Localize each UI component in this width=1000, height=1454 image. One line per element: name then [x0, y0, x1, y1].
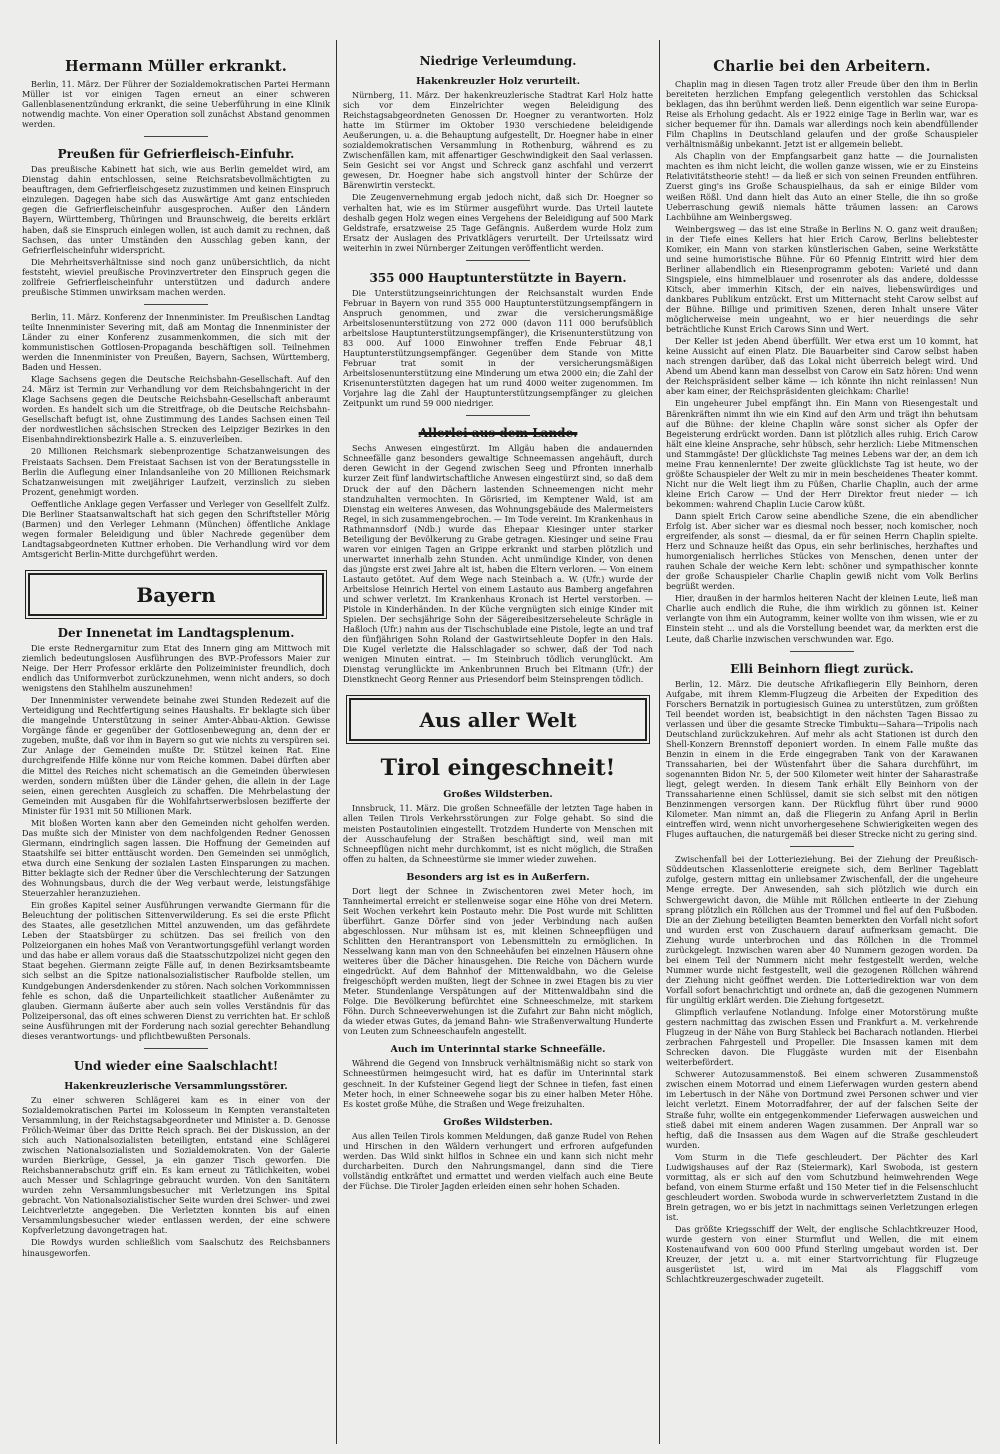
separator: [144, 136, 208, 137]
headline-allerlei: Allerlei aus dem Lande.: [418, 426, 578, 441]
article-charlie-6: Dann spielt Erich Carow seine abendliche Szene, die ein abendlicher Erfolg ist. Aber sicher war es diesmal noch besser, noch komischer, noch ergreifender, als sonst — diesmal, da er für seinen Herrn Chaplin spielte. Herz und Schnauze heißt das Opus, ein sehr berlinisches, herzhaftes und humorgenialisch herrliches Stückes von Menschen, denen unter der rauhen Schale der weiche Kern lebt: schöner und sympathischer konnte der große Schauspieler Charlie Chaplin gewiß nicht vom Volk Berlins begrüßt werden.: [666, 510, 978, 592]
article-lotterie: Zwischenfall bei der Lotterieziehung. Bei der Ziehung der Preußisch-Süddeutschen Klassenlotterie ereignete sich, dem Berliner Tageblatt zufolge, gestern mittag ein unliebsamer Zwischenfall, der die ungeheure Menge erregte. Der Anwesenden, sah sich plötzlich wie durch ein Schwergewicht davon, die Mühle mit Röllchen entleerte in der Ziehung sprang plötzlich ein Röllchen aus der Trommel und fiel auf den Fußboden. Die an der Ziehung beteiligten Beamten bemerkten den Vorfall nicht sofort und wurden erst von Zuschauern darauf aufmerksam gemacht. Die Ziehung wurde unterbrochen und das Röllchen in die Trommel zurückgelegt. Inzwischen waren aber 40 Nummern gezogen worden. Da bei einem Teil der Nummern nicht mehr festgestellt werden, welche Nummer wurde nicht festgestellt, weil die gezogenen Röllchen während der Ziehung nicht geöffnet werden. Die Lotteriedirektion war von dem Vorfall sofort benachrichtigt und ordnete an, daß die gezogenen Nummern für ungültig erklärt werden. Die Ziehung fortgesetzt.: [666, 854, 978, 1005]
article-innenetat-4: Ein großes Kapitel seiner Ausführungen verwandte Giermann für die Beleuchtung der politischen Sittenverwilderung. Es sei die erste Pflicht des Staates, alle gesetzlichen Mittel anzuwenden, um das gefährdete Leben der Staatsbürger zu schützen. Das sei freilich von den Polizeiorganen ein hohes Maß von Verantwortungsgefühl verlangt worden und das habe er allem voraus daß die Staatsschutzpolizei nicht gegen den Staat begehen. Giermann zeigte Fälle auf, in denen Bezirksamtsbeamte sich selbst an die Spitze nationalsozialistischer Raufbolde stellen, um Kundgebungen Andersdenkender zu stören. Nach solchen Vorkommnissen fehle es schon, daß die Unparteilichkeit staatlicher Außenämter zu glauben. Giermann äußerte aber auch sein volles Verständnis für das Polizeipersonal, das oft eines schweren Dienst zu verrichten hat. Er schloß seine Ausführungen mit der Forderung nach sozial gerechter Behandlung dieses verantwortungs- und pflichtbewußten Personals.: [22, 900, 330, 1041]
separator: [466, 260, 530, 261]
article-charlie-4: Der Keller ist jeden Abend überfüllt. Wer etwa erst um 10 kommt, hat keine Aussicht auf einen Platz. Die Bauarbeiter sind Carow selbst haben nach strengen darüber, daß das Lokal nicht überreich belegt wird. Und Abend um Abend kann man desselbst von Carow ein Satz hören: Und wenn der Reichspräsident selber käme — ich könnte ihn nicht reinlassen! Nun aber kam einer, der Reichspräsidenten gleichkam: Charlie!: [666, 336, 978, 397]
section-header-bayern: Bayern: [28, 573, 324, 616]
article-tirol: Innsbruck, 11. März. Die großen Schneefälle der letzten Tage haben in allen Teilen Tirols Verkehrsstörungen zur Folge gehabt. So sind die meisten Postautolinien eingestellt. Trotzdem Hunderte von Menschen mit der Ausschaufelung der Straßen beschäftigt sind, weil man mit Schneepflügen nicht mehr durchkommt, ist es nicht möglich, die Straßen offen zu halten, da Schneestürme sie immer wieder zuwehen.: [343, 803, 653, 864]
article-beinhorn: Berlin, 12. März. Die deutsche Afrikafliegerin Elly Beinhorn, deren Aufgabe, mit ihrem Klemm-Flugzeug die Arbeiten der Expedition des Forschers Bernatzik in portugiesisch Guinea zu unterstützen, zum größten Teil beendet worden ist, beabsichtigt in den nächsten Tagen Bissao zu verlassen und über die gesamte Strecke Timbuktu—Sahara—Tripolis nach Deutschland zurückzukehren. Auf mehr als acht Stationen ist durch den Shell-Konzern Brennstoff deponiert worden. In einem Falle mußte das Benzin in einem in die Erde eingegraben Tank von der Karawanen Transsaharien, bei der Wüstenfahrt über die Sahara durchführt, im sogenannten Bidon Nr. 5, der 500 Kilometer weit hinter der Saharastraße liegt, gelegt werden. In diesem Tank erhält Elly Beinhorn von der Transsaharienne einen Schlüssel, damit sie sich selbst mit den nötigen Benzinmengen versorgen kann. Der Rückflug führt über rund 9000 Kilometer. Man nimmt an, daß die Fliegerin zu Anfang April in Berlin eintreffen wird, wenn nicht unvorhergesehene Schwierigkeiten wegen des Fluges auftauchen, die naturgemäß bei dieser Strecke nicht zu gering sind.: [666, 678, 978, 840]
column-right: [666, 44, 978, 1446]
article-mueller: Berlin, 11. März. Der Führer der Sozialdemokratischen Partei Hermann Müller ist vor einigen Tagen erneut an einer schweren Gallenblasenentzündung erkrankt, die seine Ueberführung in eine Klinik notwendig machte. Von einer Operation soll zunächst Abstand genommen werden.: [22, 79, 330, 130]
article-anklage: Oeffentliche Anklage gegen Verfasser und Verleger von Gesellfelt Zulfz. Die Berliner Staatsanwaltschaft hat sich gegen den Schriftsteller Mörig (Barmen) und den Verleger Lehmann (München) öffentliche Anklage wegen formaler Beleidigung und übler Nachrede gegenüber dem Landtagsabgeordneten Kuttner erhoben. Die Verhandlung wird vor dem Amtsgericht Berlin-Mitte durchgeführt werden.: [22, 498, 330, 559]
article-allerlei: Sechs Anwesen eingestürzt. Im Allgäu haben die andauernden Schneefälle ganz besonders gewaltige Schneemassen angehäuft, durch deren Gewicht in der Gegend zwischen Seeg und Pfronten innerhalb kurzer Zeit fünf landwirtschaftliche Anwesen eingestürzt sind, so daß dem Druck der auf den Dächern lastenden Schneemengen nicht mehr standzuhalten vermochten. In Görisried, im Kemptener Wald, ist am Dienstag ein weiteres Anwesen, das Wohnungsgebäude des Malermeisters Regel, in sich zusammengebrochen. — Im Tode vereint. Im Krankenhaus in Rathmannsdorf (Ndb.) wurde das Ehepaar Kiesinger unter starker Beteiligung der Bevölkerung zu Grabe getragen. Kiesinger und seine Frau waren vor einigen Tagen an Grippe erkrankt und starben plötzlich und unerwartet innerhalb zehn Stunden. Acht unmündige Kinder, von denen das jüngste erst zwei Jahre alt ist, haben die Eltern verloren. — Von einem Lastauto getötet. Auf dem Wege nach Steinbach a. W. (Ufr.) wurde der Arbeitslose Heinrich Hertel von einem Lastauto aus Bamberg angefahren und schwer verletzt. Im Krankenhaus Kronach ist Hertel verstorben. — Pistole in Kinderhänden. In der Küche vergnügten sich einige Kinder mit Spielen. Der sechsjährige Sohn der Sägereibesitzerseheleute Schrägle in Haßloch (Ufr.) nahm aus der Tischschublade eine Pistole, legte an und traf den fünfjährigen Sohn Roland der Gastwirtsehleute Dopfer in den Hals. Die Kugel verletzte die Halsschlagader so schwer, daß der Tod nach wenigen Minuten eintrat. — Im Steinbruch tödlich verunglückt. Am Dienstag verunglückte im Ankenbrunnen Bruch bei Eltmann (Ufr.) der Dienstknecht Georg Renner aus Priesendorf beim Steinsprengen tödlich.: [343, 443, 653, 685]
article-klage: Klage Sachsens gegen die Deutsche Reichsbahn-Gesellschaft. Auf den 24. März ist Termin zur Verhandlung vor dem Reichsbahngericht in der Klage Sachsens gegen die Deutsche Reichsbahn-Gesellschaft anberaumt worden. Es handelt sich um die Streitfrage, ob die Deutsche Reichsbahn-Gesellschaft befugt ist, ohne Zustimmung des Landes Sachsen einen Teil der nordwestlichen sächsischen Strecken des Leipziger Bezirkes in den Eisenbahndirektionsbezirk Halle a. S. einzuverleiben.: [22, 374, 330, 445]
headline-beinhorn: Elli Beinhorn fliegt zurück.: [730, 661, 914, 676]
article-verleumdung-2: Die Zeugenvernehmung ergab jedoch nicht, daß sich Dr. Hoegner so verhalten hat, wie es im Stürmer ausgeführt wurde. Das Urteil lautete deshalb gegen Holz wegen eines Vergehens der Beleidigung auf 500 Mark Geldstrafe, ersatzweise 25 Tage Gefängnis. Außerdem wurde Holz zum Ersatz der Auslagen des Privatklägers verurteilt. Der Urteilssatz wird weiterhin in zwei Nürnberger Zeitungen veröffentlicht werden.: [343, 192, 653, 253]
headline-wildsterben: Großes Wildsterben.: [443, 1116, 553, 1128]
article-innenminister: Berlin, 11. März. Konferenz der Innenminister. Im Preußischen Landtag teilte Innenminister Severing mit, daß am Montag die Innenminister der Länder zu einer Konferenz zusammenkommen, die sich mit der kommunistischen Gottlosen-Propaganda beschäftigen soll. Teilnehmen werden die Innenminister von Preußen, Bayern, Sachsen, Württemberg, Baden und Hessen.: [22, 311, 330, 373]
article-sturm: Vom Sturm in die Tiefe geschleudert. Der Pächter des Karl Ludwigshauses auf der Raz (Steiermark), Karl Swoboda, ist gestern vormittag, als er sich auf den vom Schutzbund heimwehrenden Wege befand, von einem Sturme erfaßt und 150 Meter tief in die Felsenschlucht geschleudert worden. Swoboda wurde in schwerverletztem Zustand in die Brein getragen, wo er bis jetzt in nachmittags seinen Verletzungen erlegen ist.: [666, 1151, 978, 1222]
column-rule-left: [336, 40, 337, 1444]
article-millionen: 20 Millionen Reichsmark siebenprozentige Schatzanweisungen des Freistaats Sachsen. Dem Freistaat Sachsen ist von der Beratungsstelle in Berlin die Auflegung einer Inlandsanleihe von 20 Millionen Reichsmark Schatzanweisungen mit zweijähriger Laufzeit, verzinslich zu sieben Prozent, genehmigt worden.: [22, 446, 330, 497]
article-preussen-1: Das preußische Kabinett hat sich, wie aus Berlin gemeldet wird, am Dienstag dahin entschlossen, seine Reichsratsbevollmächtigten zu beauftragen, dem Gefrierfleischgesetz zuzustimmen und keinen Einspruch einzulegen. Dagegen habe sich das Auswärtige Amt ganz entschieden gegen die Gefrierfleischeinfuhr ausgesprochen. Außer den Ländern Bayern, Württemberg, Thüringen und Braunschweig, die bereits erklärt haben, daß sie Einspruch einlegen wollen, ist auch damit zu rechnen, daß Sachsen, das unter Umständen den Ausschlag geben kann, der Gefrierfleischeinfuhr widerspricht.: [22, 164, 330, 255]
article-charlie-7: Hier, draußen in der harmlos heiteren Nacht der kleinen Leute, ließ man Charlie auch endlich die Ruhe, die ihm wirklich zu gönnen ist. Keiner verlangte von ihm ein Autogramm, keiner wollte von ihm wissen, wie er zu Einstein steht ... und als die Vorstellung beendet war, da merkten erst die Leute, daß Charlie inzwischen verschwunden war. Ego.: [666, 593, 978, 644]
headline-unterinntal: Auch im Unterinntal starke Schneefälle.: [390, 1044, 606, 1056]
headline-charlie: Charlie bei den Arbeitern.: [713, 58, 931, 75]
article-charlie-3: Weinbergsweg — das ist eine Straße in Berlins N. O. ganz weit draußen; in der Tiefe eines Kellers hat hier Erich Carow, Berlins beliebtester Komiker, ein Mann von starken künstlerischen Gaben, seine Werkstätte und seine humoristische Bühne. Für 60 Pfennig Eintritt wird hier dem Berliner allabendlich ein Riesenprogramm geboten: Varieté und dann Singspiele, eins himmelblauer und rosenroter als das andere, doldessse Kitsch, aber immerhin Kitsch, der ein naives, liebenswürdiges und dankbares Publikum entzückt. Erst um Mitternacht steht Carow selbst auf der Bühne. Billige und primitiven Szenen, deren Inhalt unsere Väter möglicherweise mein ungeahnt, wo er hier neuerdings die sehr beträchtliche Kunst Erich Carows Sinn und Wert.: [666, 223, 978, 335]
separator: [466, 415, 530, 416]
separator: [790, 846, 854, 847]
article-notlandung: Glimpflich verlaufene Notlandung. Infolge einer Motorstörung mußte gestern nachmittag das zwischen Essen und Frankfurt a. M. verkehrende Flugzeug in der Nähe von Burg Stahleck bei Bacharach notlanden. Hierbei zerbrachen Fahrgestell und Propeller. Die Insassen kamen mit dem Schrecken davon. Die Fluggäste wurden mit der Eisenbahn weiterbefördert.: [666, 1007, 978, 1068]
headline-saalschlacht: Und wieder eine Saalschlacht!: [73, 1058, 279, 1073]
subheadline-saalschlacht: Hakenkreuzlerische Versammlungsstörer.: [64, 1080, 288, 1092]
column-middle: [343, 44, 653, 1446]
headline-hauptunterstuetzte: 355 000 Hauptunterstützte in Bayern.: [369, 270, 627, 285]
section-header-aus-aller-welt: Aus aller Welt: [349, 698, 647, 741]
article-charlie-5: Ein ungeheurer Jubel empfängt ihn. Ein Mann von Riesengestalt und Bärenkräften nimmt ihn wie ein Kind auf den Arm und trägt ihn behutsam auf die Bühne: der kleine Chaplin wäre sonst sicher als Opfer der Begeisterung erdrückt worden. Dann ist plötzlich alles ruhig. Erich Carow hält eine kleine Ansprache, sehr hübsch, sehr herzlich: Liebe Mitmenschen und Stammgäste! Der glücklichste Tag meines Lebens war der, an dem ich meine Frau kennenlernte! Der zweite glücklichste Tag ist heute, wo der größte Schauspieler der Welt zu mir in mein bescheidenes Theater kommt. Nicht nur die Welt liegt ihm zu Füßen, Charlie Chaplin, auch der arme kleine Erich Carow — Und der Herr Direktor freut nieder — ich bekommen: wahrend Chaplin Lucie Carow küßt.: [666, 398, 978, 509]
separator: [790, 651, 854, 652]
article-verleumdung-1: Nürnberg, 11. März. Der hakenkreuzlerische Stadtrat Karl Holz hatte sich vor dem Einzelrichter wegen Beleidigung des Reichstagsabgeordneten Genossen Dr. Hoegner zu verantworten. Holz hatte im Stürmer im Oktober 1930 verschiedene beleidigende Aeußerungen, u. a. die Behauptung aufgestellt, Dr. Hoegner habe in einer sozialdemokratischen Versammlung in Rothenburg, während es zu Zwischenfällen kam, mit affenartiger Geschwindigkeit den Saal verlassen. Sein Gesicht sei vor Angst und Schreck ganz aschfahl und verzerrt gewesen, Dr. Hoegner habe sich angstvoll hinter der Schürze der Bärenwirtin versteckt.: [343, 90, 653, 191]
subheadline-tirol: Großes Wildsterben.: [443, 789, 553, 801]
headline-preussen: Preußen für Gefrierfleisch-Einfuhr.: [57, 147, 295, 162]
column-left: [22, 44, 330, 1446]
subheadline-verleumdung: Hakenkreuzler Holz verurteilt.: [415, 76, 580, 87]
article-unterinntal: Während die Gegend von Innsbruck verhältnismäßig nicht so stark von Schneestürmen heimgesucht wird, hat es dafür im Unterinntal stark geschneit. In der Kufsteiner Gegend liegt der Schnee in tiefen, fast einen Meter hoch, in einer Schneewehe sogar bis zu einer halben Meter Höhe. Es kostet große Mühe, die Straßen und Wege freizuhalten.: [343, 1058, 653, 1109]
article-saalschlacht-2: Die Rowdys wurden schließlich vom Saalschutz des Reichsbanners hinausgeworfen.: [22, 1237, 330, 1258]
article-hauptunterstuetzte: Die Unterstützungseinrichtungen der Reichsanstalt wurden Ende Februar in Bayern von rund 355 000 Hauptunterstützungsempfängern in Anspruch genommen, und zwar die versicherungsmäßige Arbeitslosenunterstützung von 272 000 (davon 111 000 berufsüblich arbeitslose Hauptunterstützungsempfänger), die Krisenunterstützung von 83 000. Auf 1000 Einwohner treffen Ende Februar 48,1 Hauptunterstützungsempfänger. Gegenüber dem Stande von Mitte Februar trat somit in der versicherungsmäßigen Arbeitslosenunterstützung eine Minderung um etwa 2000 ein; die Zahl der Krisenunterstützten dagegen hat um rund 4000 weiter zugenommen. Im Vorjahre lag die Zahl der Hauptunterstützungsempfänger zu gleichen Zeitpunkt um rund 59 000 niedriger.: [343, 287, 653, 409]
article-charlie-1: Chaplin mag in diesen Tagen trotz aller Freude über den ihm in Berlin bereiteten herzlichen Empfang gelegentlich verstohlen das Schicksal beklagen, das ihn berühmt werden ließ. Denn eigentlich war seine Europa-Reise als Erholung gedacht. Als er 1922 einige Tage in Berlin war, war es sicher bequemer für ihn. Damals war allerdings noch kein abendfüllender Film Chaplins in Deutschland gelaufen und der große Schauspieler verhältnismäßig unbekannt. Jetzt ist er allgemein beliebt.: [666, 79, 978, 150]
article-innenetat-3: Mit bloßen Worten kann aber den Gemeinden nicht geholfen werden. Das mußte sich der Minister von dem nachfolgenden Redner Genossen Giermann, eindringlich sagen lassen. Die Hoffnung der Gemeinden auf Staatshilfe sei bitter enttäuscht worden. Den Gemeinden sei unmöglich, etwa durch eine Senkung der sozialen Lasten Einsparungen zu machen. Bitter beklagte sich der Redner über die Verschlechterung der Satzungen des Wohnungsbaus, durch die der Weg verbaut werde, leistungsfähige Steuerzahler heranzuziehen.: [22, 817, 330, 899]
separator: [144, 1048, 208, 1049]
article-zusammenstoss: Schwerer Autozusammenstoß. Bei einem schweren Zusammenstoß zwischen einem Motorrad und einem Lieferwagen wurden gestern abend im Lebertusch in der Nähe von Dortmund zwei Personen schwer und vier leicht verletzt. Einem Motorradfahrer, der auf der falschen Seite der Straße fuhr, wollte ein entgegenkommender Lieferwagen ausweichen und stieß dabei mit einem anderen Wagen zusammen. Der Anprall war so heftig, daß die Insassen aus dem Wagen auf die Straße geschleudert wurden.: [666, 1069, 978, 1150]
article-wildsterben: Aus allen Teilen Tirols kommen Meldungen, daß ganze Rudel von Rehen und Hirschen in den Wäldern verhungert und erfroren aufgefunden werden. Das Wild sinkt hilflos in Schnee ein und kann sich nicht mehr durcharbeiten. Durch den Nahrungsmangel, dann sind die Tiere vollständig entkräftet und ermattet und werden vielfach auch eine Beute der Füchse. Die Tiroler Jagden erleiden einen sehr hohen Schaden.: [343, 1130, 653, 1191]
headline-innenetat: Der Innenetat im Landtagsplenum.: [57, 625, 295, 640]
headline-tirol: Tirol eingeschneit!: [380, 755, 616, 782]
article-ausserfern: Dort liegt der Schnee in Zwischentoren zwei Meter hoch, im Tannheimertal erreicht er stellenweise sogar eine Höhe von drei Metern. Seit Wochen verkehrt kein Postauto mehr. Die Post wurde mit Schlitten überführt. Ganze Dörfer sind von jeder Verbindung nach außen abgeschlossen. Nur mühsam ist es, mit kleinen Schneepflügen und Schlitten den Herantransport von Lebensmitteln zu ermöglichen. In Nesselwang kann man von den Schneehäufen bei einzelnen Häusern ohne weiteres über die Dächer hinausgehen. Die Reiche von Dächern wurde eingedrückt. Auf dem Bahnhof der Mittenwaldbahn, wo die Geleise freigeschöpft werden mußten, liegt der Schnee in zwei Etagen bis zu vier Meter. Stundenlange Verspätungen auf der Mittenwaldbahn sind die Folge. Die Bevölkerung befürchtet eine Schneeschmelze, mit starkem Föhn. Durch Schneeverwehungen ist die Zufahrt zur Bahn nicht möglich, da wieder etwas Gutes, da jemand Bahn- wie Straßenverwaltung Hunderte von Leuten zum Schneeschaufeln angestellt.: [343, 885, 653, 1037]
article-innenetat-2: Der Innenminister verwendete beinahe zwei Stunden Redezeit auf die Verteidigung und Rechtfertigung seines Haushalts. Er beklagte sich über die mangelnde Unterstützung in seiner Amter-Abbau-Aktion. Gewisse Vorgänge fände er gegenüber der Gottlosenbewegung an, denn der er zugeben, mußte, daß vor ihm in Bayern so gut wie nichts zu verspüren sei. Zur Anlage der Gemeinden mußte Dr. Stützel keinen Rat. Eine durchgreifende Hilfe könne nur vom Reiche kommen. Dabei dürften aber die Mittel des Reiches nicht schematisch an die Gemeinden überwiesen werden, sondern müßten über die Länder gehen, die allein in der Lage seien, einen gerechten Ausgleich zu schaffen. Die Mehrbelastung der Gemeinden mit Ausgaben für die Wohlfahrtserwerbslosen bezifferte der Minister für 1931 mit 50 Millionen Mark.: [22, 695, 330, 816]
article-preussen-2: Die Mehrheitsverhältnisse sind noch ganz unübersichtlich, da nicht feststeht, wieviel preußische Provinzvertreter den Einspruch gegen die zollfreie Gefrierfleischeinfuhr unterstützen und dadurch andere preußische Stimmen unwirksam machen werden.: [22, 256, 330, 297]
article-saalschlacht-1: Zu einer schweren Schlägerei kam es in einer von der Sozialdemokratischen Partei im Kolosseum in Kempten veranstalteten Versammlung, in der Reichstagsabgeordneter und Minister a. D. Genosse Frölich-Weimar über das Dritte Reich sprach. Bei der Diskussion, an der sich auch Nationalsozialisten beteiligten, entstand eine Schlägerei zwischen Nationalsozialisten und Sozialdemokraten. Von der Galerie wurden Bierkrüge, Gessel, ja ein ganzer Tisch geworfen. Die Reichsbannerabschutz griff ein. Es kam erneut zu Tätlichkeiten, wobei auch Messer und Schlagringe gebraucht wurden. Von den Sanitätern wurden zehn Versammlungsbesucher mit Verletzungen ins Spital gebracht. Von Nationalsozialistischer Seite wurden drei Schwer- und zwei Leichtverletzte angegeben. Die Verletzten konnten bis auf einen Versammlungsbesucher wieder entlassen werden, der eine schwere Kopfverletzung davongetragen hat.: [22, 1094, 330, 1236]
headline-ausserfern: Besonders arg ist es in Außerfern.: [406, 871, 590, 883]
article-kriegsschiff: Das größte Kriegsschiff der Welt, der englische Schlachtkreuzer Hood, wurde gestern von einer Sturmflut und Wellen, die mit einem Kostenaufwand von 600 000 Pfund Sterling umgebaut worden ist. Der Kreuzer, der jetzt u. a. mit einer Startvorrichtung für Flugzeuge ausgerüstet ist, wird im Mai als Flaggschiff vom Schlachtkreuzergeschwader zugeteilt.: [666, 1224, 978, 1285]
article-charlie-2: Als Chaplin von der Empfangsarbeit ganz hatte — die Journalisten machten es ihm nicht leicht, die wollen ganze wissen, wie er zu Einsteins Relativitätstheorie steht! — da ließ er sich von seinen Freunden entführen. Zuerst ging's ins Große Schauspielhaus, da sah er einige Bilder vom weißen Rößl. Und dann hielt das Auto an einer Stelle, die ihn so große Ueberraschung gewiß niemals hätte träumen lassen: an Carows Lachbühne am Weinbergsweg.: [666, 151, 978, 222]
column-rule-right: [659, 40, 660, 1444]
article-innenetat-1: Die erste Rednergarnitur zum Etat des Innern ging am Mittwoch mit ziemlich bedeutungslosen Ausführungen des BVP.-Professors Maier zur Neige. Der Herr Professor erklärte den Polizeiminister freundlich, doch endlich das Uniformverbot zurückzunehmen, wenn nicht anders, so doch wenigstens den Stahlhelm auszunehmen!: [22, 642, 330, 694]
headline-verleumdung: Niedrige Verleumdung.: [419, 54, 577, 68]
separator: [144, 304, 208, 305]
headline-mueller: Hermann Müller erkrankt.: [64, 58, 288, 75]
